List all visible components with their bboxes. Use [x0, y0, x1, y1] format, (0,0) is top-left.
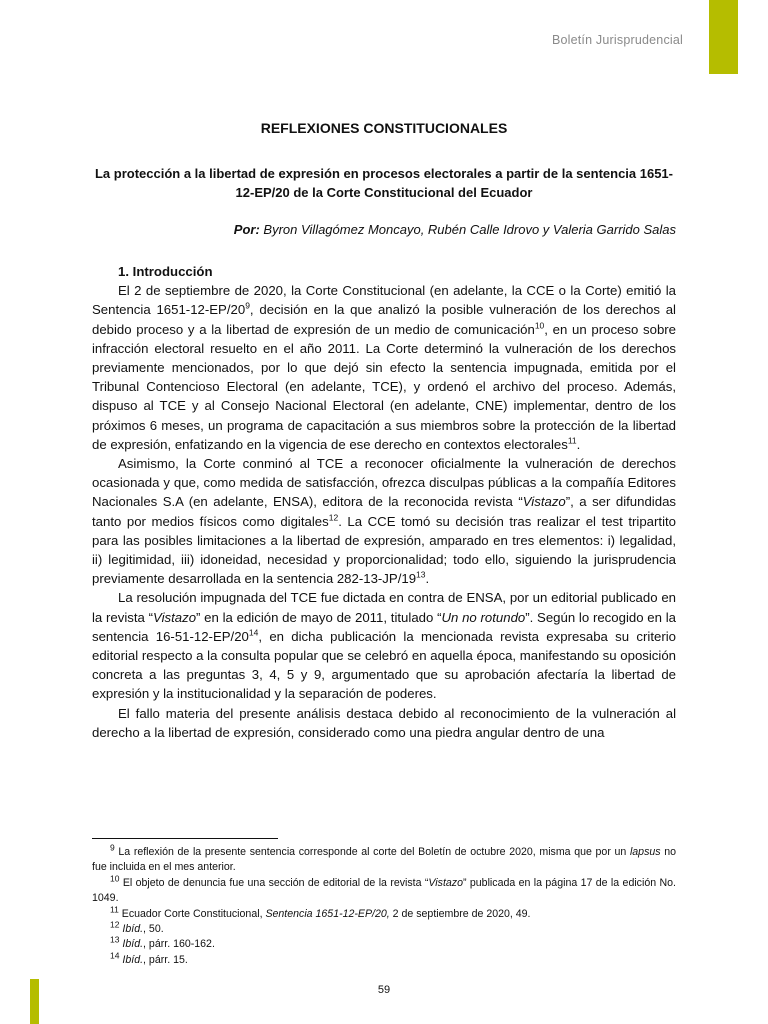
footnote-italic: Ibíd.	[122, 953, 144, 966]
footnote-11	[92, 904, 676, 922]
paragraph-text: .	[425, 571, 430, 587]
paragraph-text: ”. Según lo recogido en la sentencia 16-51-12-EP/20	[92, 609, 676, 644]
footnote-13	[92, 934, 676, 952]
footnote-italic: Ibíd.	[122, 923, 144, 936]
paragraph-text: Asimismo, la Corte conminó al TCE a reconocer oficialmente la vulneración de derechos ocasionada y que, como medida de satisfacción, ofrezca disculpas públicas a la compañía Editores Nacionales S.A (en adelante, ENSA), editora de la reconocida revista “	[92, 456, 676, 510]
footnote-ref[interactable]: 12	[328, 512, 339, 523]
footnote-ref[interactable]: 14	[248, 627, 259, 638]
footnote-text: , 50.	[143, 923, 164, 936]
magazine-name: Vistazo	[153, 609, 197, 625]
footnote-text: La reflexión de la presente sentencia corresponde al corte del Boletín de octubre 2020, misma que por un	[114, 846, 630, 858]
byline-prefix: Por:	[233, 222, 260, 237]
paragraph-4	[92, 704, 676, 742]
footnote-italic: lapsus	[629, 846, 661, 858]
byline	[234, 222, 676, 237]
footnote-number: 14	[110, 950, 120, 961]
editorial-title: Un no rotundo	[441, 609, 526, 625]
footnote-14	[92, 950, 676, 968]
footnote-ref[interactable]: 13	[416, 569, 426, 580]
byline-authors: Byron Villagómez Moncayo, Rubén Calle Idrovo y Valeria Garrido Salas	[263, 222, 676, 237]
paragraph-text: El 2 de septiembre de 2020, la Corte Constitucional (en adelante, la CCE o la Corte) emitió la Sentencia 1651-12-EP/20	[92, 283, 676, 318]
publication-header: Boletín Jurisprudencial	[551, 33, 683, 47]
footnote-number: 13	[110, 934, 120, 945]
paragraph-text: ” en la edición de mayo de 2011, titulado “	[196, 609, 442, 625]
paragraph-text: La resolución impugnada del TCE fue dictada en contra de ENSA, por un editorial publicado en la revista “	[92, 590, 676, 625]
footnote-text: ” publicada en la página 17 de la edición No. 1049.	[92, 876, 676, 905]
paragraph-1	[92, 281, 676, 454]
footnote-number: 9	[110, 842, 115, 853]
footnote-number: 12	[110, 919, 120, 930]
paragraph-text: .	[576, 436, 581, 452]
footnote-ref[interactable]: 9	[245, 301, 250, 312]
footnote-10	[92, 873, 676, 907]
footnote-text: , párr. 160-162.	[143, 938, 215, 951]
page-number: 59	[377, 984, 391, 996]
footnote-ref[interactable]: 10	[534, 320, 545, 331]
footnotes	[92, 842, 676, 968]
footnote-9	[92, 842, 676, 876]
paragraph-text: ”, a ser difundidas tanto por medios físicos como digitales	[92, 494, 677, 529]
footnote-12	[92, 919, 676, 937]
paragraph-text: , decisión en la que analizó la posible vulneración de los derechos al debido proceso y a la libertad de expresión de un medio de comunicación	[92, 302, 676, 337]
footnote-italic: Vistazo	[428, 876, 463, 889]
footnote-text: no fue incluida en el mes anterior.	[92, 846, 676, 874]
paragraph-text: . La CCE tomó su decisión tras realizar el test tripartito para las posibles limitaciones a la libertad de expresión, amparado en tres elementos: i) legalidad, ii) legitimidad, iii) idoneidad, necesidad y proporcionalidad; todo ello, siguiendo la jurisprudencia previamente desarrollada en la sentencia 282-13-JP/19	[92, 513, 676, 587]
paragraph-text: , en dicha publicación la mencionada revista expresaba su criterio editorial respecto a la consulta popular que se celebró en aquella época, manifestando su oposición concreta a las preguntas 3, 4, 5 y 9, argumentado que su aprobación afectaría la libertad de expresión y la institucionalidad y la separación de poderes.	[92, 628, 676, 702]
section-title: REFLEXIONES CONSTITUCIONALES	[260, 120, 508, 136]
paragraph-2	[92, 454, 676, 588]
paragraph-text: El fallo materia del presente análisis destaca debido al reconocimiento de la vulneración al derecho a la libertad de expresión, considerado como una piedra angular dentro de una	[92, 705, 676, 740]
article-body	[92, 262, 676, 742]
footnote-text: 2 de septiembre de 2020, 49.	[389, 907, 531, 920]
footnote-italic: Sentencia 1651-12-EP/20,	[265, 907, 390, 920]
paragraph-text: , en un proceso sobre infracción electoral resuelto en el año 2011. La Corte determinó la vulneración de los derechos previamente mencionados, por lo que dejó sin efecto la sentencia impugnada, emitida por el Tribunal Contencioso Electoral (en adelante, TCE), y ordenó el archivo del proceso. Además, dispuso al TCE y al Consejo Nacional Electoral (en adelante, CNE) implementar, dentro de los próximos 6 meses, un programa de capacitación a sus miembros sobre la protección de la libertad de expresión, enfatizando en la vigencia de ese derecho en contextos electorales	[92, 321, 676, 452]
footnote-ref[interactable]: 11	[567, 435, 577, 446]
paragraph-3	[92, 588, 676, 703]
magazine-name: Vistazo	[522, 494, 566, 510]
footnote-number: 10	[110, 873, 120, 884]
intro-heading: 1. Introducción	[118, 264, 213, 279]
footnote-number: 11	[110, 904, 119, 915]
footnote-text: Ecuador Corte Constitucional,	[118, 907, 266, 920]
accent-bar-top	[709, 0, 738, 74]
article-title: La protección a la libertad de expresión en procesos electorales a partir de la sentencia 1651-12-EP/20 de la Corte Constitucional del Ecuador	[94, 166, 673, 200]
footnote-divider	[92, 838, 278, 839]
footnote-italic: Ibíd.	[122, 938, 144, 951]
footnote-text: , párr. 15.	[143, 953, 188, 966]
footnote-text: El objeto de denuncia fue una sección de editorial de la revista “	[119, 876, 429, 889]
